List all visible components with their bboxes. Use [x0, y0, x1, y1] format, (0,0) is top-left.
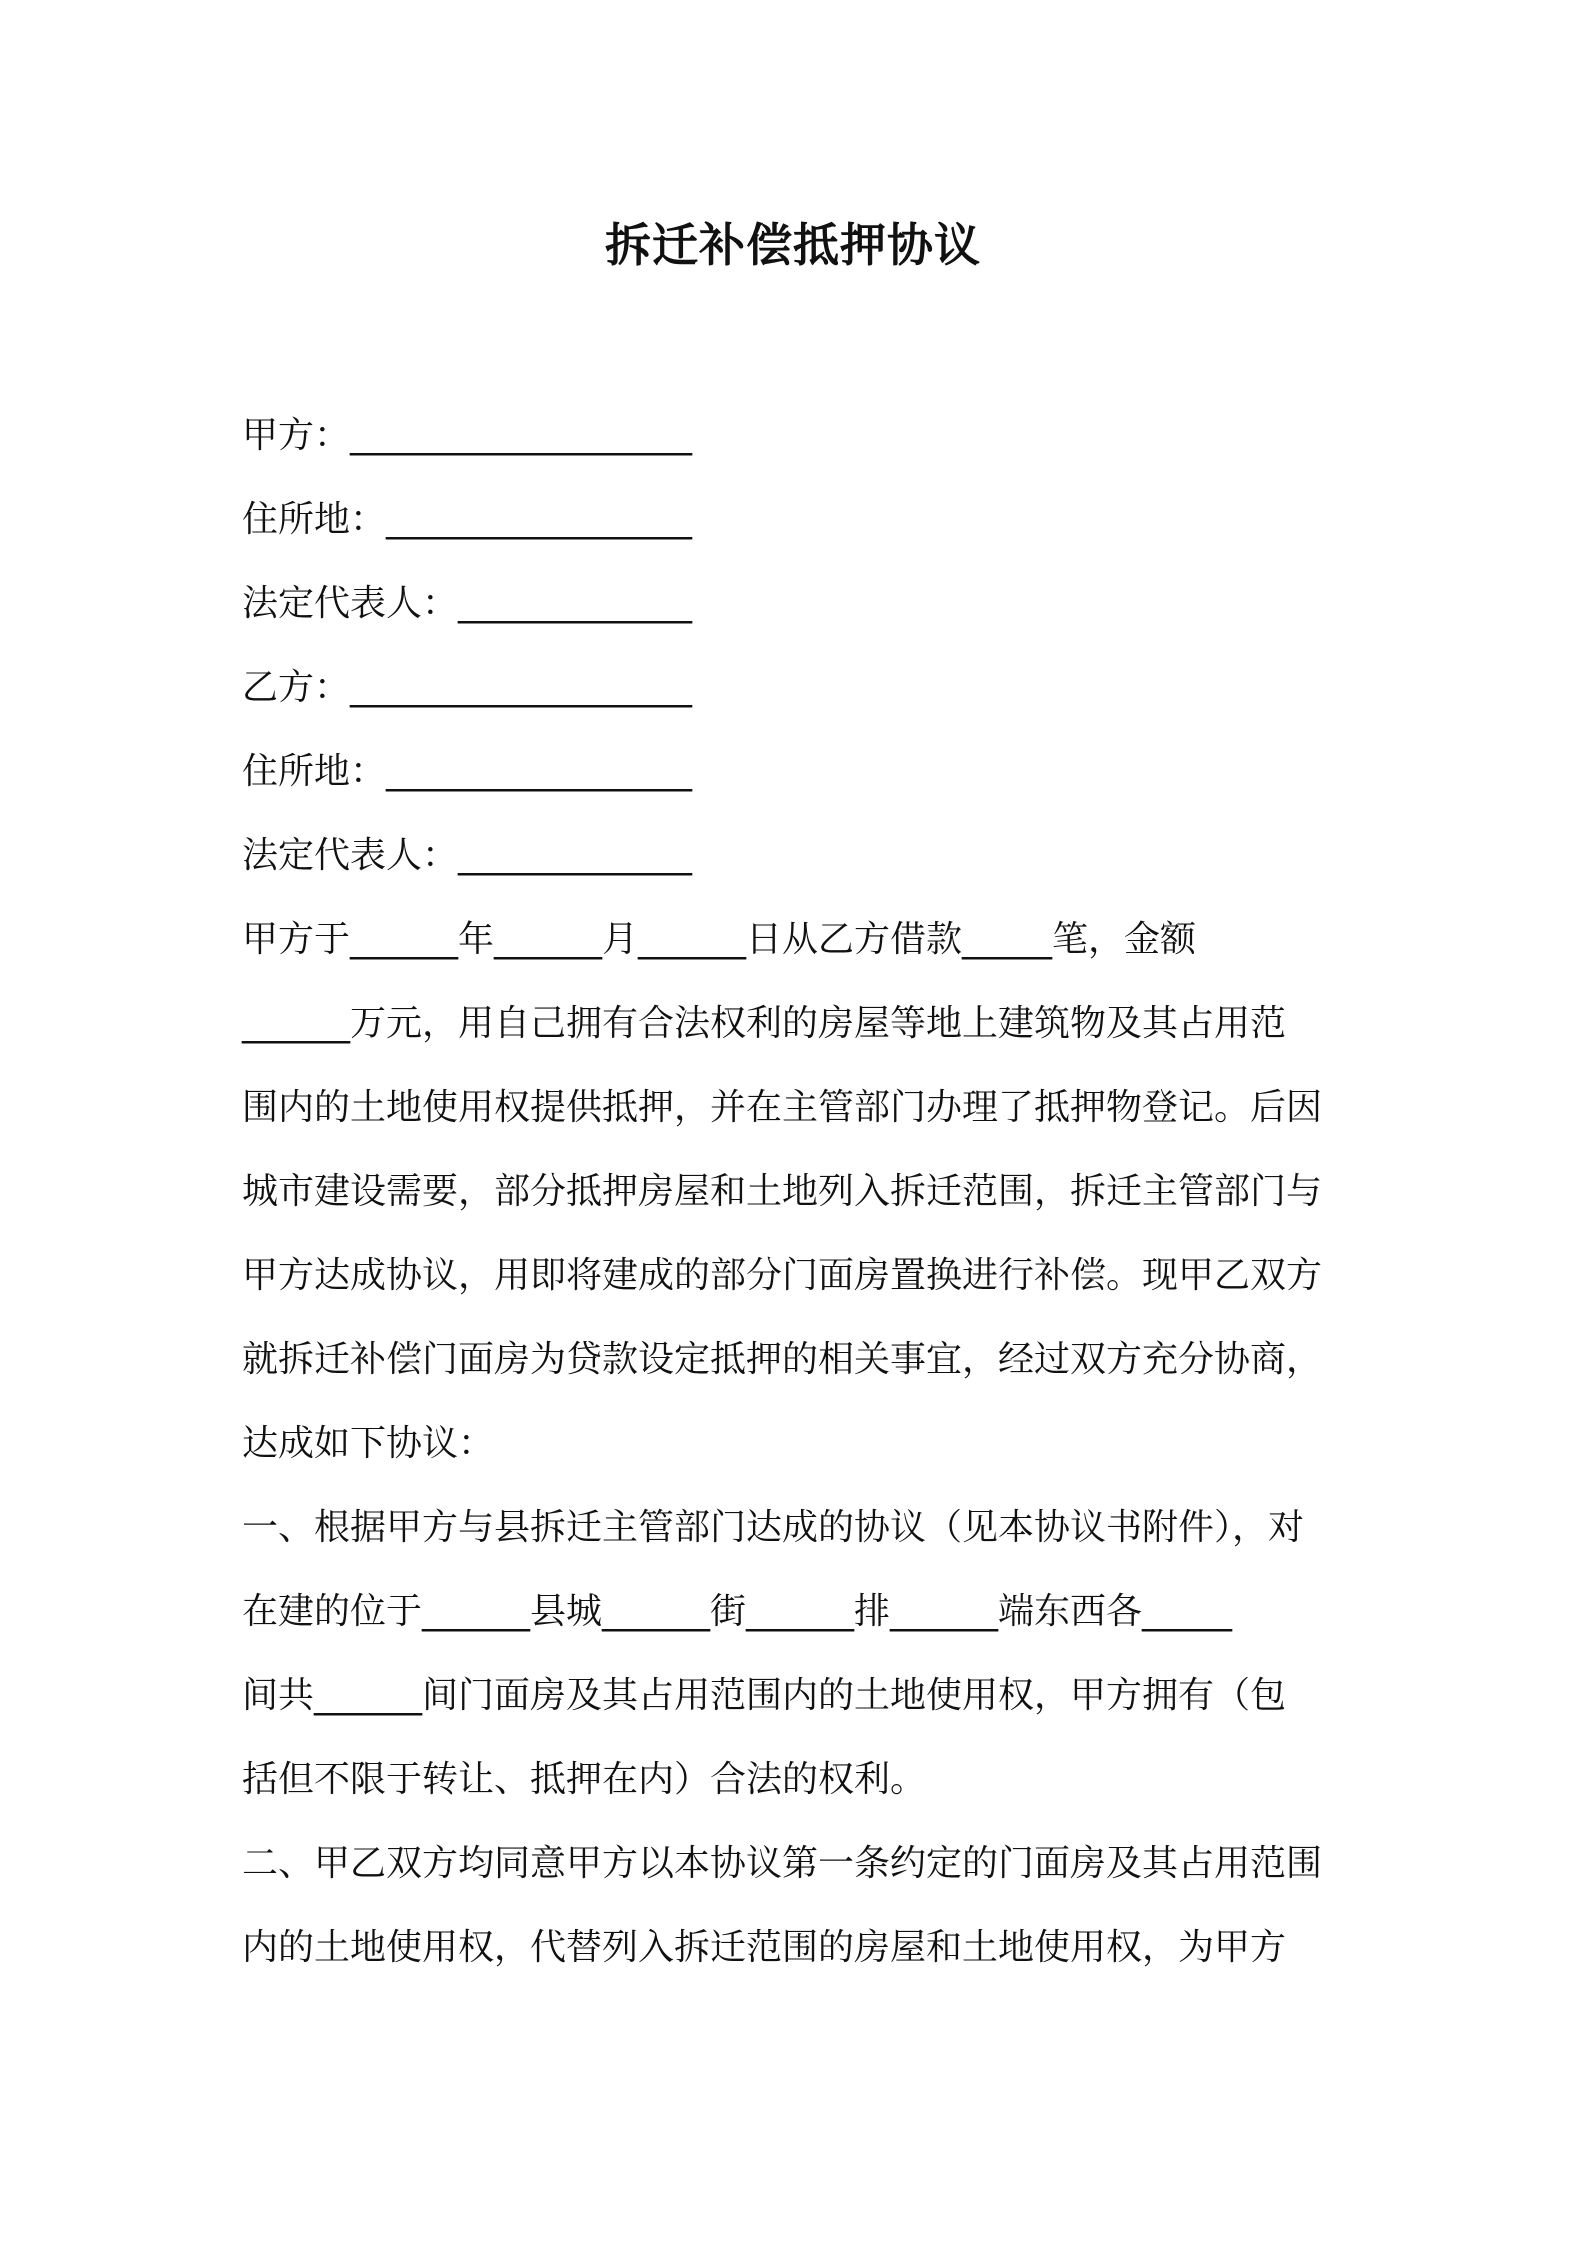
party-b-field: 乙方：___________________: [242, 667, 693, 708]
loan-background-paragraph: 甲方于______年______月______日从乙方借款_____笔，金额 ______万元，用自己拥有合法权利的房屋等地上建筑物及其占用范 围内的土地使用权提供抵押，并在主管部门办理了抵押物登记。后因 城市建设需要，部分抵押房屋和土地列入拆迁范围，拆迁主管部门与 甲方达成协议，用即将建成的部分门面房置换进行补偿。现甲乙双方 就拆迁补偿门面房为贷款设定抵押的相关事宜，经过双方充分协商， 达成如下协议：: [242, 919, 1323, 1464]
party-a-address-field: 住所地：_________________: [242, 499, 693, 540]
clause-one-paragraph: 一、根据甲方与县拆迁主管部门达成的协议（见本协议书附件），对 在建的位于______县城______街______排______端东西各_____ 间共______间门面房及其占用范围内的土地使用权，甲方拥有（包 括但不限于转让、抵押在内）合法的权利。: [242, 1507, 1305, 1800]
party-b-address-field: 住所地：_________________: [242, 751, 693, 792]
party-a-field: 甲方：___________________: [242, 415, 693, 456]
party-a-representative-field: 法定代表人：_____________: [242, 583, 693, 624]
party-b-representative-field: 法定代表人：_____________: [242, 835, 693, 876]
clause-two-paragraph: 二、甲乙双方均同意甲方以本协议第一条约定的门面房及其占用范围 内的土地使用权，代替列入拆迁范围的房屋和土地使用权，为甲方: [242, 1843, 1323, 1968]
document-title: 拆迁补偿抵押协议: [605, 218, 981, 272]
